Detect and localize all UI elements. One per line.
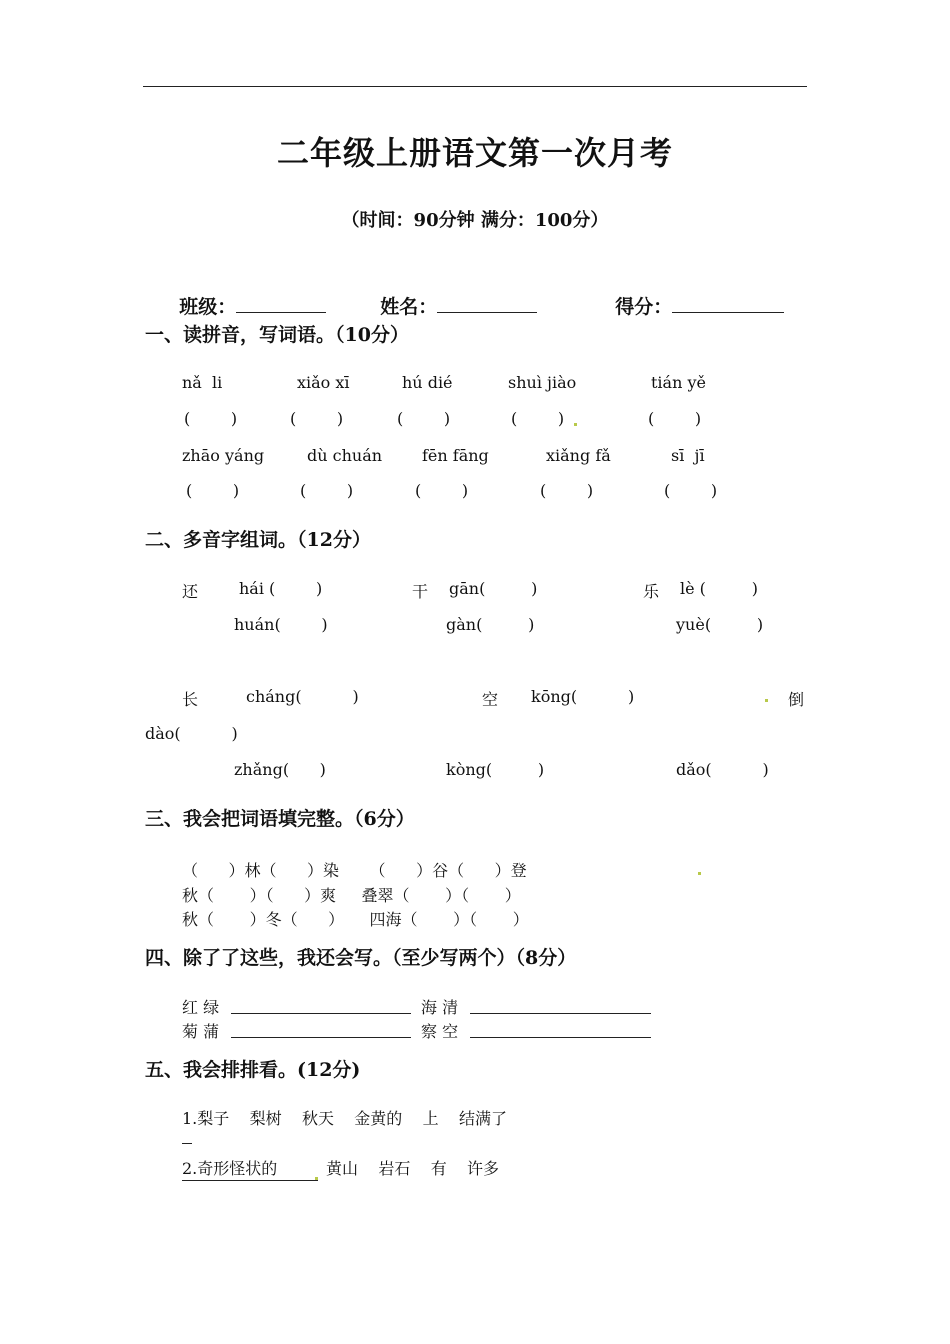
polyphone-char: 倒 [788, 690, 805, 709]
q3-heading: 三、我会把词语填完整。（6分） [145, 808, 415, 830]
polyphone-char: 乐 [643, 582, 660, 601]
pinyin-item: shuì jiào [508, 373, 577, 392]
stray-mark [698, 872, 701, 875]
score-blank[interactable] [672, 294, 784, 313]
q2-heading: 二、多音字组词。（12分） [145, 529, 371, 551]
polyphone-reading[interactable]: hái ( ) [239, 579, 323, 598]
write-line[interactable] [231, 1013, 411, 1014]
pinyin-item: tián yě [651, 373, 706, 392]
class-field [166, 270, 326, 319]
polyphone-reading[interactable]: gān( ) [449, 579, 538, 598]
word-prompt: 察 空 [421, 1022, 459, 1041]
pinyin-item: zhāo yáng [182, 446, 265, 465]
polyphone-char: 干 [412, 582, 429, 601]
pinyin-item: sī jī [671, 446, 705, 465]
write-line[interactable] [182, 1180, 318, 1181]
answer-blank[interactable]: ( ) [648, 409, 702, 428]
q4-heading: 四、除了了这些，我还会写。（至少写两个）（8分） [145, 947, 577, 969]
polyphone-reading[interactable]: kōng( ) [531, 687, 635, 706]
stray-mark [574, 423, 577, 426]
sentence-words: 2.奇形怪状的 [182, 1159, 278, 1178]
pinyin-item: nǎ li [182, 373, 223, 392]
polyphone-reading[interactable]: yuè( ) [676, 615, 764, 634]
page-title: 二年级上册语文第一次月考 [276, 134, 673, 172]
answer-blank[interactable]: ( ) [415, 481, 469, 500]
exam-subtitle: （时间：90分钟 满分：100分） [341, 210, 609, 231]
class-blank[interactable] [236, 294, 326, 313]
sentence-words: 黄山 岩石 有 许多 [326, 1159, 500, 1178]
stray-mark [765, 699, 768, 702]
score-field [602, 270, 784, 319]
top-rule [143, 86, 807, 87]
sentence-words: 1.梨子 梨树 秋天 金黄的 上 结满了 [182, 1109, 507, 1128]
idiom-line[interactable]: 秋（ ）冬（ ） 四海（ ）（ ） [182, 910, 529, 929]
word-prompt: 红 绿 [182, 998, 220, 1017]
answer-blank[interactable]: ( ) [397, 409, 451, 428]
answer-blank[interactable]: ( ) [540, 481, 594, 500]
word-prompt: 海 清 [421, 998, 459, 1017]
stray-mark [315, 1177, 318, 1180]
polyphone-char: 长 [182, 690, 199, 709]
name-label: 姓名： [380, 296, 438, 318]
answer-blank[interactable]: ( ) [300, 481, 354, 500]
class-label: 班级： [179, 296, 237, 318]
q5-heading: 五、我会排排看。(12分) [145, 1059, 361, 1081]
idiom-line[interactable]: （ ）林（ ）染 （ ）谷（ ）登 [182, 861, 527, 880]
write-line[interactable] [470, 1013, 651, 1014]
pinyin-item: fēn fāng [422, 446, 489, 465]
pinyin-item: hú dié [402, 373, 453, 392]
name-blank[interactable] [437, 294, 537, 313]
polyphone-char: 还 [182, 582, 199, 601]
answer-blank[interactable]: ( ) [511, 409, 565, 428]
polyphone-reading[interactable]: gàn( ) [446, 615, 535, 634]
write-line[interactable] [470, 1037, 651, 1038]
answer-blank[interactable]: ( ) [186, 481, 240, 500]
polyphone-reading[interactable]: zhǎng( ) [234, 760, 326, 779]
pinyin-item: xiǎng fǎ [546, 446, 611, 465]
name-field [367, 270, 537, 319]
score-label: 得分： [615, 296, 673, 318]
idiom-line[interactable]: 秋（ ）（ ）爽 叠翠（ ）（ ） [182, 886, 521, 905]
polyphone-char: 空 [482, 690, 499, 709]
answer-blank[interactable]: ( ) [184, 409, 238, 428]
word-prompt: 菊 蒲 [182, 1022, 220, 1041]
polyphone-reading[interactable]: huán( ) [234, 615, 328, 634]
polyphone-reading[interactable]: kòng( ) [446, 760, 545, 779]
answer-blank[interactable]: ( ) [664, 481, 718, 500]
answer-blank[interactable]: ( ) [290, 409, 344, 428]
write-line[interactable] [182, 1143, 192, 1144]
pinyin-item: dù chuán [307, 446, 383, 465]
polyphone-reading[interactable]: dǎo( ) [676, 760, 769, 779]
write-line[interactable] [231, 1037, 411, 1038]
polyphone-reading[interactable]: dào( ) [145, 724, 238, 743]
polyphone-reading[interactable]: cháng( ) [246, 687, 359, 706]
polyphone-reading[interactable]: lè ( ) [680, 579, 758, 598]
q1-heading: 一、读拼音，写词语。（10分） [145, 324, 409, 346]
pinyin-item: xiǎo xī [297, 373, 350, 392]
